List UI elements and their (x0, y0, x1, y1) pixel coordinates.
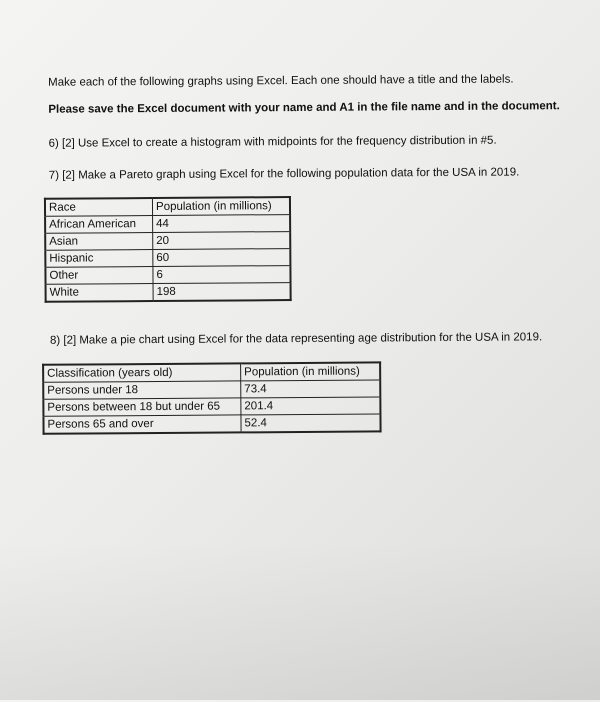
age-distribution-table (42, 361, 381, 434)
race-cell: Hispanic (45, 250, 153, 268)
question-8: 8) [2] Make a pie chart using Excel for the data representing age distribution for the USA in 2019. (49, 331, 543, 347)
question-6: 6) [2] Use Excel to create a histogram with midpoints for the frequency distribution in #5. (48, 134, 497, 150)
table-row (45, 232, 290, 251)
race-cell: White (46, 284, 154, 302)
question-7: 7) [2] Make a Pareto graph using Excel for the following population data for the USA in 2019. (48, 166, 520, 182)
header-population: Population (in millions) (241, 362, 381, 380)
race-cell: Asian (45, 233, 153, 251)
population-cell: 60 (153, 249, 291, 267)
population-cell: 198 (153, 283, 291, 301)
instruction-line-2: Please save the Excel document with your name and A1 in the file name and in the document. (48, 100, 560, 116)
population-cell: 20 (153, 232, 291, 250)
race-cell: African American (45, 216, 153, 234)
table-row (46, 283, 291, 302)
classification-cell: Persons under 18 (43, 381, 241, 399)
population-cell: 52.4 (241, 414, 381, 432)
header-population: Population (in millions) (152, 197, 290, 215)
table-row (45, 215, 290, 234)
table-header-row (45, 197, 290, 216)
table-row (43, 414, 380, 434)
population-cell: 44 (153, 215, 291, 233)
classification-cell: Persons 65 and over (43, 415, 241, 434)
header-race: Race (45, 198, 153, 216)
table-row (45, 266, 290, 285)
classification-cell: Persons between 18 but under 65 (43, 398, 241, 416)
header-classification: Classification (years old) (43, 363, 241, 382)
table-row (45, 249, 290, 268)
instruction-line-1: Make each of the following graphs using Excel. Each one should have a title and the labels. (48, 73, 514, 89)
population-cell: 6 (153, 266, 291, 284)
population-cell: 201.4 (241, 397, 381, 415)
race-population-table (44, 196, 292, 303)
race-cell: Other (45, 267, 153, 285)
population-cell: 73.4 (241, 380, 381, 398)
